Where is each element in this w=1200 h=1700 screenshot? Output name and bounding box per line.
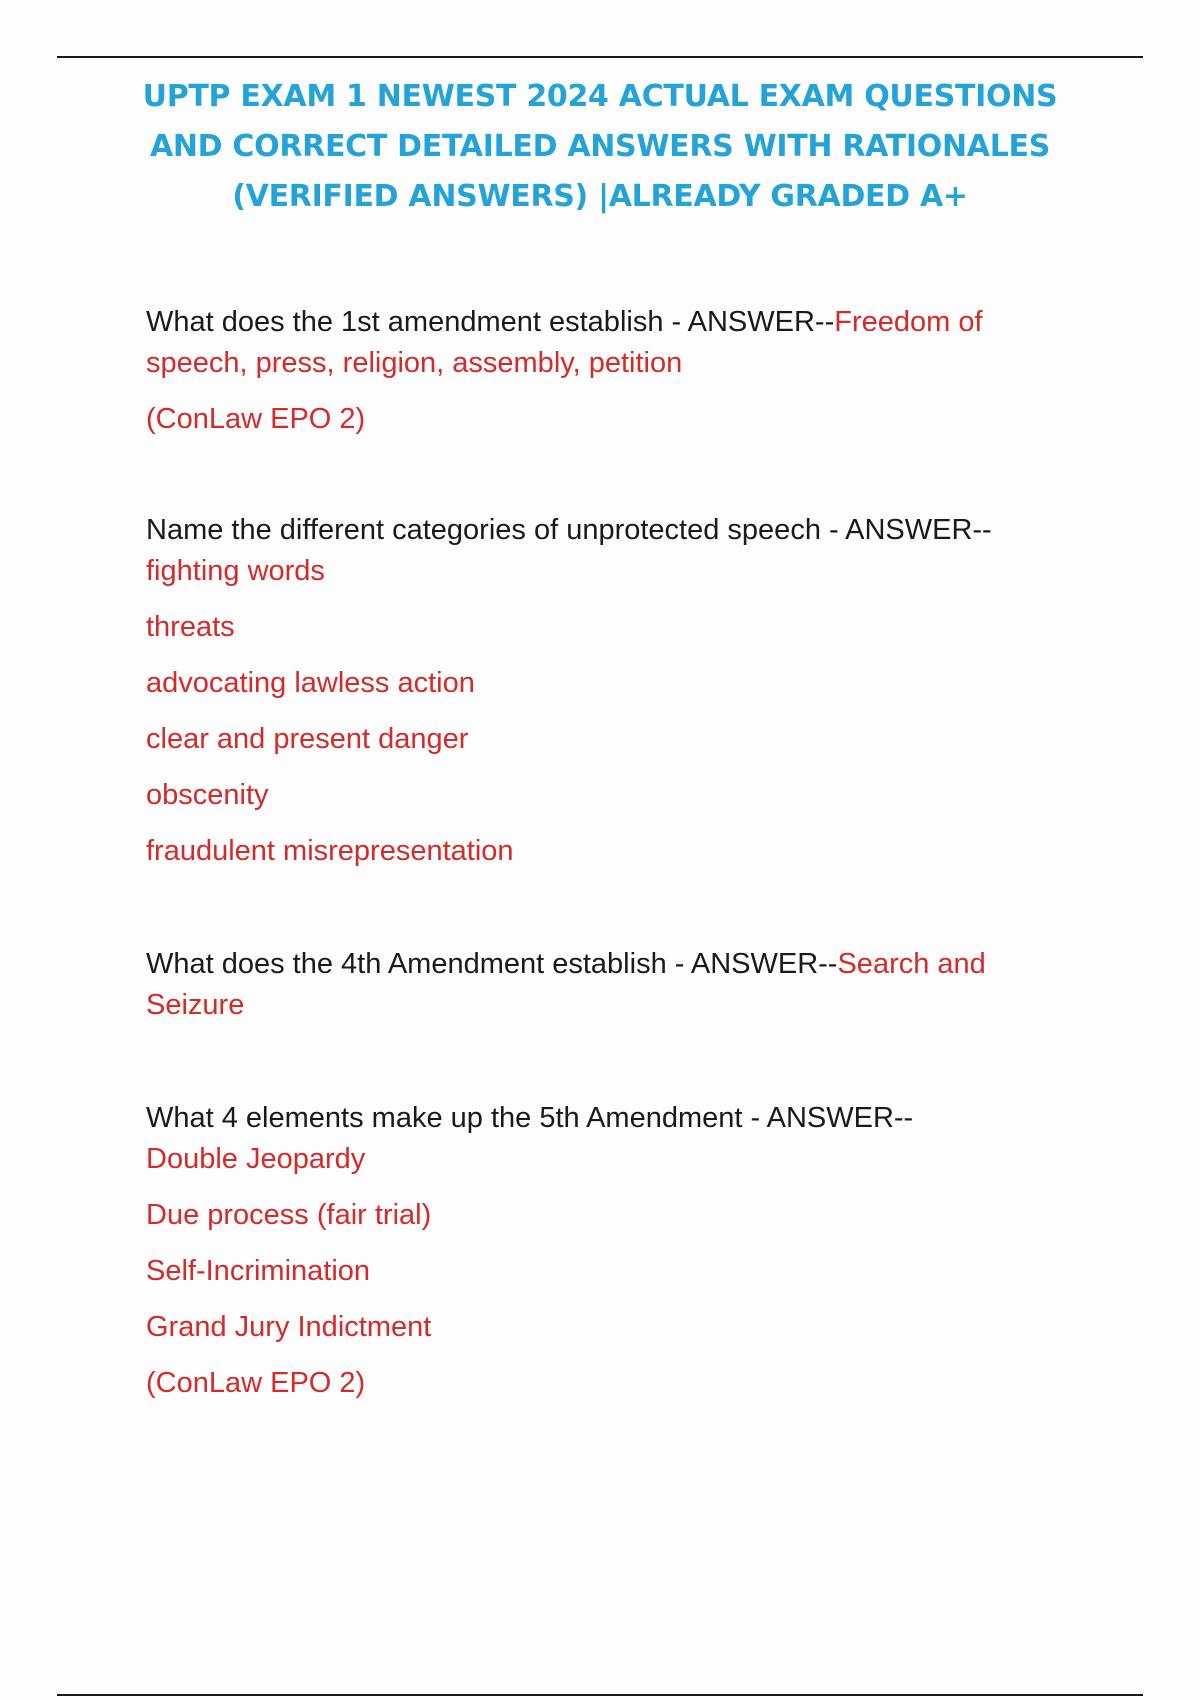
question-1: What does the 1st amendment establish - ANSWER-- <box>146 306 835 338</box>
answer-2-line-6: fraudulent misrepresentation <box>146 835 514 867</box>
title-line-1: UPTP EXAM 1 NEWEST 2024 ACTUAL EXAM QUESTIONS <box>142 79 1058 114</box>
answer-2-line-2: threats <box>146 611 235 643</box>
title-line-2: AND CORRECT DETAILED ANSWERS WITH RATIONALES <box>149 129 1051 164</box>
question-2: Name the different categories of unprotected speech - ANSWER-- <box>146 514 992 546</box>
answer-2-line-5: obscenity <box>146 779 269 811</box>
qa-block-1 <box>146 302 1106 440</box>
answer-4-line-3: Self-Incrimination <box>146 1255 371 1287</box>
answer-3-line-1: Seizure <box>146 989 245 1021</box>
question-4: What 4 elements make up the 5th Amendment - ANSWER-- <box>146 1102 914 1134</box>
answer-1-line-1: speech, press, religion, assembly, petition <box>146 347 683 379</box>
answer-2-line-1: fighting words <box>146 555 325 587</box>
answer-4-line-4: Grand Jury Indictment <box>146 1311 432 1343</box>
answer-2-line-3: advocating lawless action <box>146 667 475 699</box>
top-rule <box>57 56 1143 58</box>
answer-4-line-2: Due process (fair trial) <box>146 1199 432 1231</box>
answer-4-line-5: (ConLaw EPO 2) <box>146 1367 366 1399</box>
qa-block-4 <box>146 1098 1106 1404</box>
document-title <box>100 72 1100 222</box>
answer-3-inline: Search and <box>837 948 986 980</box>
qa-block-3 <box>146 944 1106 1026</box>
qa-block-2 <box>146 510 1106 872</box>
title-line-3: (VERIFIED ANSWERS) |ALREADY GRADED A+ <box>232 179 968 214</box>
bottom-rule <box>57 1694 1143 1696</box>
question-3: What does the 4th Amendment establish - ANSWER-- <box>146 948 838 980</box>
answer-1-line-2: (ConLaw EPO 2) <box>146 403 366 435</box>
answer-1-inline: Freedom of <box>834 306 983 338</box>
answer-2-line-4: clear and present danger <box>146 723 469 755</box>
answer-4-line-1: Double Jeopardy <box>146 1143 366 1175</box>
